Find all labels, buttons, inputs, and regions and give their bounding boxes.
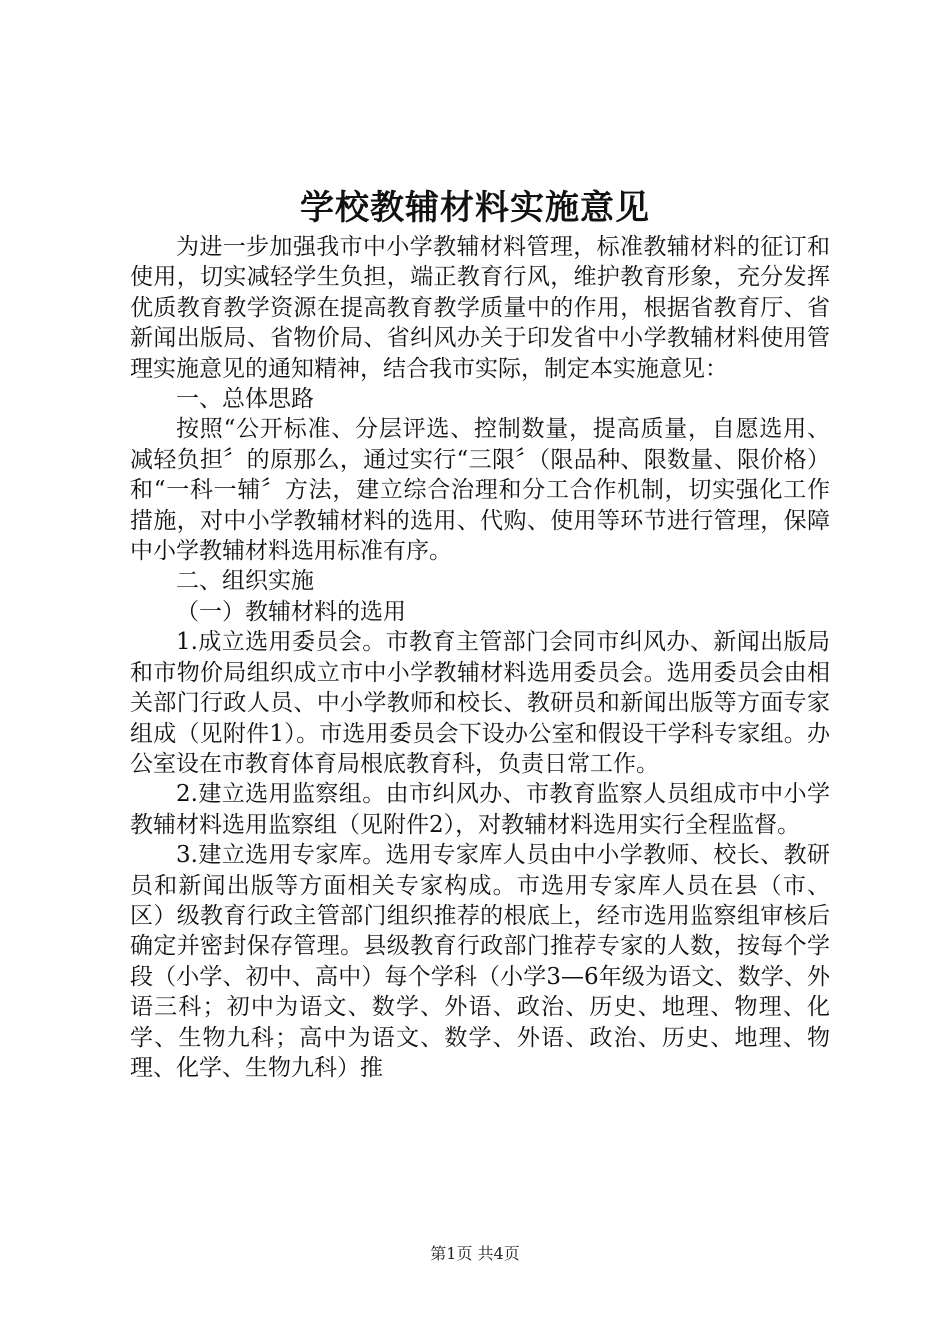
document-title: 学校教辅材料实施意见 bbox=[300, 188, 650, 228]
subheading-material-selection: （一）教辅材料的选用 bbox=[176, 598, 406, 625]
paragraph-item-3: 3.建立选用专家库。选用专家库人员由中小学教师、校长、教研员和新闻出版等方面相关专家构成。市选用专家库人员在县（市、区）级教育行政主管部门组织推荐的根底上，经市选用监察组审核后确定并密封保存管理。县级教育行政部门推荐专家的人数，按每个学段（小学、初中、高中）每个学科（小学3—6年级为语文、数学、外语三科；初中为语文、数学、外语、政治、历史、地理、物理、化学、生物九科；高中为语文、数学、外语、政治、历史、地理、物理、化学、生物九科）推 bbox=[130, 842, 830, 1081]
document-body bbox=[130, 232, 830, 1083]
paragraph-item-1: 1.成立选用委员会。市教育主管部门会同市纠风办、新闻出版局和市物价局组织成立市中小学教辅材料选用委员会。选用委员会由相关部门行政人员、中小学教师和校长、教研员和新闻出版等方面专家组成（见附件1）。市选用委员会下设办公室和假设干学科专家组。办公室设在市教育体育局根底教育科，负责日常工作。 bbox=[130, 629, 830, 777]
paragraph-overall-approach: 按照“公开标准、分层评选、控制数量，提高质量，自愿选用、减轻负担〞的原那么，通过实行“三限〞（限品种、限数量、限价格）和“一科一辅〞方法，建立综合治理和分工合作机制，切实强化工作措施，对中小学教辅材料的选用、代购、使用等环节进行管理，保障中小学教辅材料选用标准有序。 bbox=[130, 416, 830, 565]
paragraph-intro: 为进一步加强我市中小学教辅材料管理，标准教辅材料的征订和使用，切实减轻学生负担，端正教育行风，维护教育形象，充分发挥优质教育教学资源在提高教育教学质量中的作用，根据省教育厅、省新闻出版局、省物价局、省纠风办关于印发省中小学教辅材料使用管理实施意见的通知精神，结合我市实际，制定本实施意见： bbox=[130, 234, 830, 382]
heading-organization: 二、组织实施 bbox=[176, 568, 314, 595]
heading-overall-approach: 一、总体思路 bbox=[176, 386, 314, 413]
paragraph-item-2: 2.建立选用监察组。由市纠风办、市教育监察人员组成市中小学教辅材料选用监察组（见附件2），对教辅材料选用实行全程监督。 bbox=[130, 781, 830, 838]
page-number-footer: 第1页 共4页 bbox=[430, 1244, 520, 1263]
